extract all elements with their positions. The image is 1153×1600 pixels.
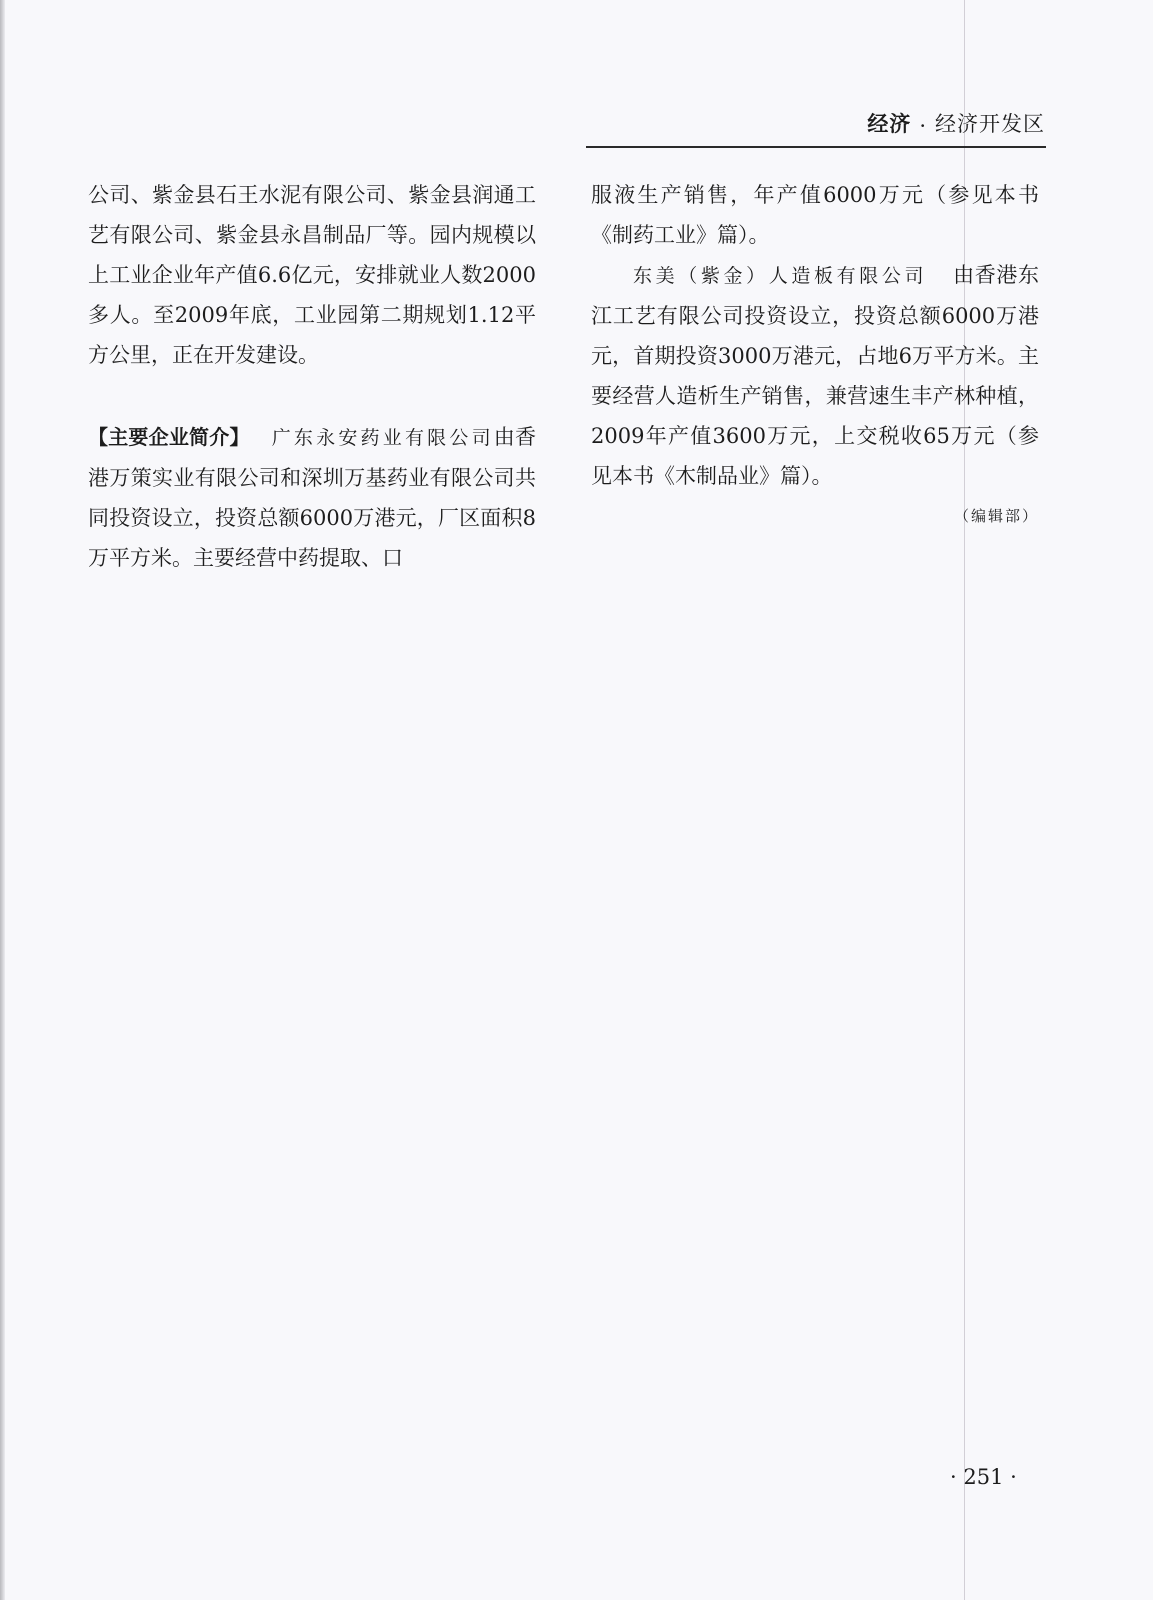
page-number: · 251 · — [950, 1465, 1017, 1489]
left-column — [88, 175, 536, 578]
section-label: 【主要企业简介】 — [88, 425, 250, 449]
right-paragraph-2 — [591, 255, 1039, 496]
paragraph-gap — [88, 375, 536, 417]
company-name-2: 东美（紫金）人造板有限公司 — [633, 265, 928, 287]
running-header — [867, 104, 1045, 138]
header-separator: · — [919, 114, 927, 138]
left-paragraph-2 — [88, 417, 536, 578]
editor-credit: （编辑部） — [953, 507, 1039, 525]
right-column — [591, 175, 1039, 536]
header-subsection: 经济开发区 — [935, 112, 1045, 136]
scan-edge — [0, 0, 5, 1600]
header-rule — [586, 146, 1046, 148]
company-name-1: 广东永安药业有限公司 — [271, 427, 494, 449]
header-section: 经济 — [867, 112, 912, 136]
left-paragraph-1: 公司、紫金县石王水泥有限公司、紫金县润通工艺有限公司、紫金县永昌制品厂等。园内规模以上工业企业年产值6.6亿元，安排就业人数2000多人。至2009年底，工业园第二期规划1.12平方公里，正在开发建设。 — [88, 183, 536, 367]
company-text-1: 由香港万策实业有限公司和深圳万基药业有限公司共同投资设立，投资总额6000万港元，厂区面积8万平方米。主要经营中药提取、口 — [88, 425, 537, 570]
right-paragraph-1: 服液生产销售，年产值6000万元（参见本书《制药工业》篇）。 — [591, 183, 1039, 247]
company-text-2: 由香港东江工艺有限公司投资设立，投资总额6000万港元，首期投资3000万港元，占地6万平方米。主要经营人造析生产销售，兼营速生丰产林种植，2009年产值3600万元，上交税收65万元（参见本书《木制品业》篇）。 — [591, 263, 1039, 488]
